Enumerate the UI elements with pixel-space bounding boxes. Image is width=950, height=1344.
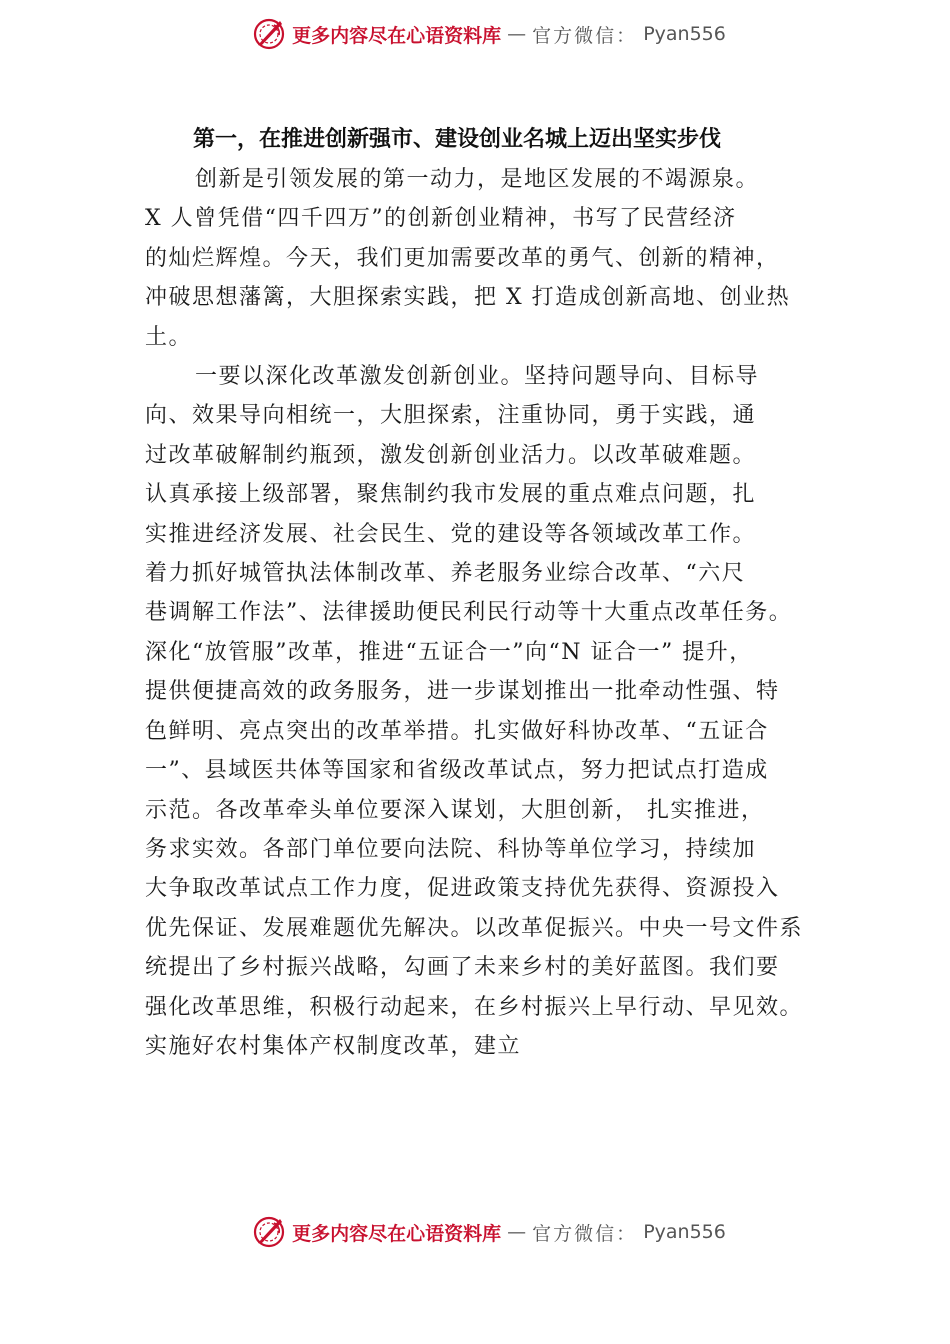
text-line: 提供便捷高效的政务服务，进一步谋划推出一批牵动性强、特 bbox=[145, 679, 780, 705]
text-line: 巷调解工作法”、法律援助便民利民行动等十大重点改革任务。 bbox=[145, 600, 793, 626]
text-line: 统提出了乡村振兴战略，勾画了未来乡村的美好蓝图。我们要 bbox=[145, 955, 780, 981]
banner-main-text: 更多内容尽在心语资料库 bbox=[292, 1222, 502, 1245]
banner-wechat-label: 官方微信： bbox=[532, 1222, 638, 1245]
footer-banner-content bbox=[252, 1215, 726, 1249]
text-line: 创新是引领发展的第一动力，是地区发展的不竭源泉。 bbox=[195, 167, 760, 192]
banner-wechat-id: Pyan556 bbox=[643, 1221, 726, 1243]
banner-main-text: 更多内容尽在心语资料库 bbox=[292, 24, 502, 47]
text-line: 一”、县域医共体等国家和省级改革试点，努力把试点打造成 bbox=[145, 758, 769, 784]
banner-separator: — bbox=[507, 1221, 527, 1243]
text-line: 的灿烂辉煌。今天，我们更加需要改革的勇气、创新的精神， bbox=[145, 245, 780, 271]
quill-seal-logo-icon bbox=[252, 1215, 286, 1249]
text-line: 大争取改革试点工作力度，促进政策支持优先获得、资源投入 bbox=[145, 876, 780, 902]
text-line: 认真承接上级部署，聚焦制约我市发展的重点难点问题，扎 bbox=[145, 482, 757, 508]
text-line: 强化改革思维，积极行动起来，在乡村振兴上早行动、早见效。 bbox=[145, 994, 804, 1020]
footer-banner bbox=[0, 1212, 950, 1252]
text-line: 深化“放管服”改革，推进“五证合一”向“N 证合一” 提升， bbox=[145, 639, 753, 665]
text-line: 着力抓好城管执法体制改革、养老服务业综合改革、“六尺 bbox=[145, 561, 746, 587]
header-banner-content bbox=[252, 17, 726, 51]
text-line: 土。 bbox=[145, 324, 193, 350]
text-line: 示范。各改革牵头单位要深入谋划，大胆创新， 扎实推进， bbox=[145, 797, 765, 823]
text-line: 色鲜明、亮点突出的改革举措。扎实做好科协改革、“五证合 bbox=[145, 718, 769, 744]
text-line: 优先保证、发展难题优先解决。以改革促振兴。中央一号文件系 bbox=[145, 915, 804, 941]
text-line: 实推进经济发展、社会民生、党的建设等各领域改革工作。 bbox=[145, 521, 757, 547]
text-line: 务求实效。各部门单位要向法院、科协等单位学习，持续加 bbox=[145, 836, 757, 862]
text-line: 冲破思想藩篱，大胆探索实践，把 X 打造成创新高地、创业热 bbox=[145, 285, 791, 311]
section-heading: 第一，在推进创新强市、建设创业名城上迈出坚实步伐 bbox=[193, 127, 722, 152]
banner-separator: — bbox=[507, 23, 527, 45]
text-line: 一要以深化改革激发创新创业。坚持问题导向、目标导 bbox=[195, 364, 760, 390]
text-line: 实施好农村集体产权制度改革，建立 bbox=[145, 1033, 522, 1059]
header-banner bbox=[0, 14, 950, 54]
quill-seal-logo-icon bbox=[252, 17, 286, 51]
document-body bbox=[145, 120, 835, 1066]
banner-wechat-label: 官方微信： bbox=[532, 24, 638, 47]
text-line: X 人曾凭借“四千四万”的创新创业精神，书写了民营经济 bbox=[145, 206, 737, 232]
text-line: 过改革破解制约瓶颈，激发创新创业活力。以改革破难题。 bbox=[145, 442, 757, 468]
banner-wechat-id: Pyan556 bbox=[643, 23, 726, 45]
text-line: 向、效果导向相统一，大胆探索，注重协同，勇于实践，通 bbox=[145, 403, 757, 429]
